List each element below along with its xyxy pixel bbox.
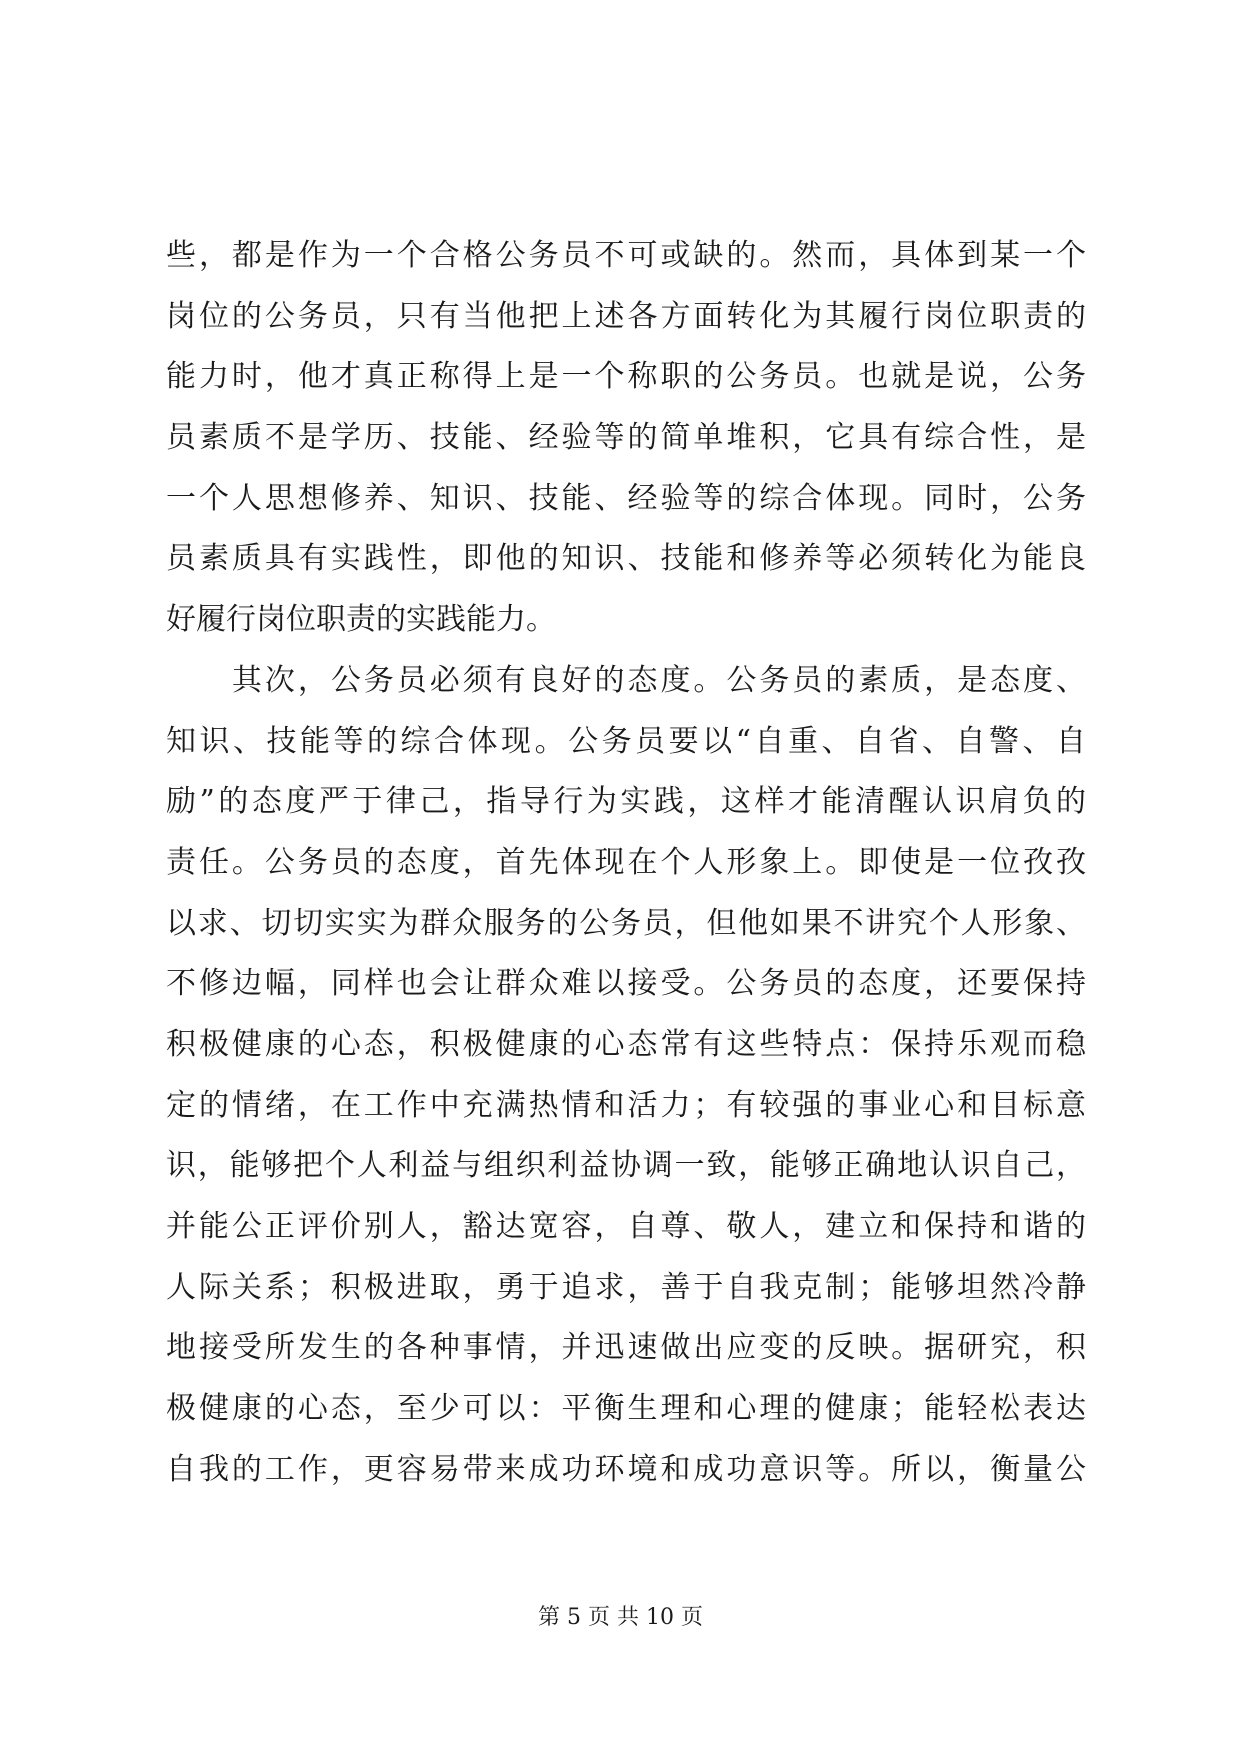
text-line: 其次，公务员必须有良好的态度。公务员的素质，是态度、 (166, 662, 1086, 698)
text-line: 员素质不是学历、技能、经验等的简单堆积，它具有综合性，是 (166, 420, 1086, 456)
text-line: 极健康的心态，至少可以：平衡生理和心理的健康；能轻松表达 (166, 1391, 1086, 1427)
text-line: 好履行岗位职责的实践能力。 (166, 602, 556, 638)
body-text (166, 226, 1086, 1500)
text-line: 不修边幅，同样也会让群众难以接受。公务员的态度，还要保持 (166, 966, 1086, 1002)
text-line: 积极健康的心态，积极健康的心态常有这些特点：保持乐观而稳 (166, 1026, 1086, 1062)
page-footer: 第 5 页 共 10 页 (538, 1605, 703, 1630)
text-line: 励”的态度严于律己，指导行为实践，这样才能清醒认识肩负的 (166, 784, 1086, 820)
text-line: 一个人思想修养、知识、技能、经验等的综合体现。同时，公务 (166, 480, 1086, 516)
text-line: 以求、切切实实为群众服务的公务员，但他如果不讲究个人形象、 (166, 905, 1086, 941)
text-line: 自我的工作，更容易带来成功环境和成功意识等。所以，衡量公 (166, 1451, 1086, 1487)
text-line: 定的情绪，在工作中充满热情和活力；有较强的事业心和目标意 (166, 1087, 1086, 1123)
text-line: 人际关系；积极进取，勇于追求，善于自我克制；能够坦然冷静 (166, 1269, 1086, 1305)
text-line: 能力时，他才真正称得上是一个称职的公务员。也就是说，公务 (166, 359, 1086, 395)
text-line: 员素质具有实践性，即他的知识、技能和修养等必须转化为能良 (166, 541, 1086, 577)
text-line: 识，能够把个人利益与组织利益协调一致，能够正确地认识自己， (166, 1148, 1086, 1184)
text-line: 并能公正评价别人，豁达宽容，自尊、敬人，建立和保持和谐的 (166, 1209, 1086, 1244)
text-line: 知识、技能等的综合体现。公务员要以“自重、自省、自警、自 (166, 723, 1086, 759)
text-line: 岗位的公务员，只有当他把上述各方面转化为其履行岗位职责的 (166, 298, 1086, 334)
text-line: 些，都是作为一个合格公务员不可或缺的。然而，具体到某一个 (166, 238, 1086, 273)
text-line: 责任。公务员的态度，首先体现在个人形象上。即使是一位孜孜 (166, 844, 1086, 880)
text-line: 地接受所发生的各种事情，并迅速做出应变的反映。据研究，积 (166, 1330, 1086, 1366)
